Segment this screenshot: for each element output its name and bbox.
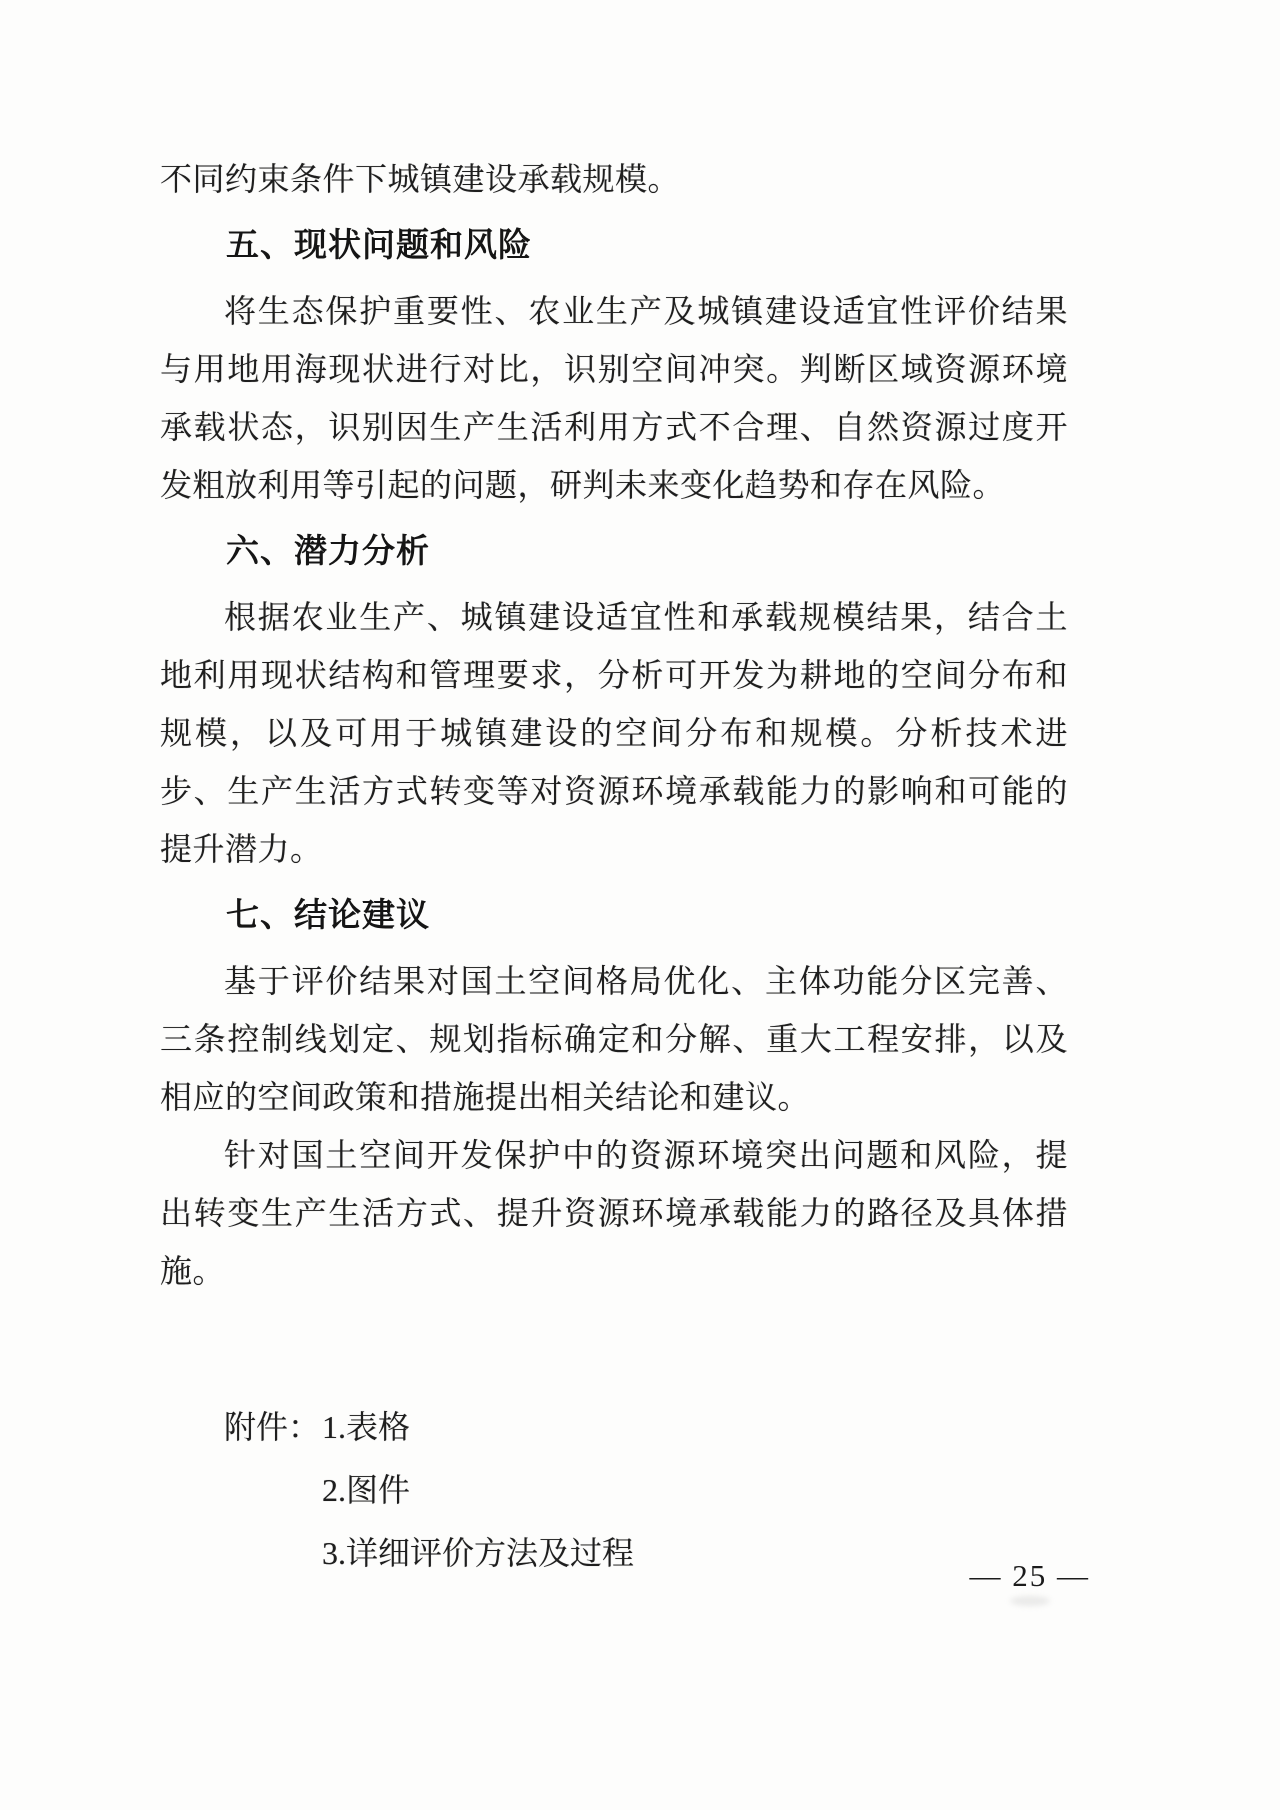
attachment-item-1: 1.表格: [322, 1409, 411, 1445]
attachments-label: 附件：: [224, 1409, 321, 1445]
section-5-paragraph-1: 将生态保护重要性、农业生产及城镇建设适宜性评价结果与用地用海现状进行对比，识别空间冲突。判断区域资源环境承载状态，识别因生产生活利用方式不合理、自然资源过度开发粗放利用等引起的问题，研判未来变化趋势和存在风险。: [160, 293, 1068, 503]
attachments-block: [160, 1396, 1068, 1585]
continuation-paragraph-line: 不同约束条件下城镇建设承载规模。: [160, 161, 681, 197]
section-heading-7: 七、结论建议: [226, 896, 430, 933]
section-7-paragraph-1: 基于评价结果对国土空间格局优化、主体功能分区完善、三条控制线划定、规划指标确定和分解、重大工程安排，以及相应的空间政策和措施提出相关结论和建议。: [160, 963, 1068, 1115]
section-6-paragraph-1: 根据农业生产、城镇建设适宜性和承载规模结果，结合土地利用现状结构和管理要求，分析可开发为耕地的空间分布和规模，以及可用于城镇建设的空间分布和规模。分析技术进步、生产生活方式转变等对资源环境承载能力的影响和可能的提升潜力。: [160, 599, 1068, 867]
page-number: — 25 —: [969, 1558, 1090, 1593]
attachment-item-2: 2.图件: [322, 1472, 411, 1508]
section-7-paragraph-2: 针对国土空间开发保护中的资源环境突出问题和风险，提出转变生产生活方式、提升资源环境承载能力的路径及具体措施。: [160, 1137, 1068, 1289]
document-content: [160, 150, 1068, 1585]
attachments-list: [322, 1396, 634, 1585]
scan-artifact: [1010, 1596, 1050, 1606]
section-heading-6: 六、潜力分析: [226, 532, 430, 569]
section-heading-5: 五、现状问题和风险: [226, 226, 532, 263]
attachment-item-3: 3.详细评价方法及过程: [322, 1535, 635, 1571]
